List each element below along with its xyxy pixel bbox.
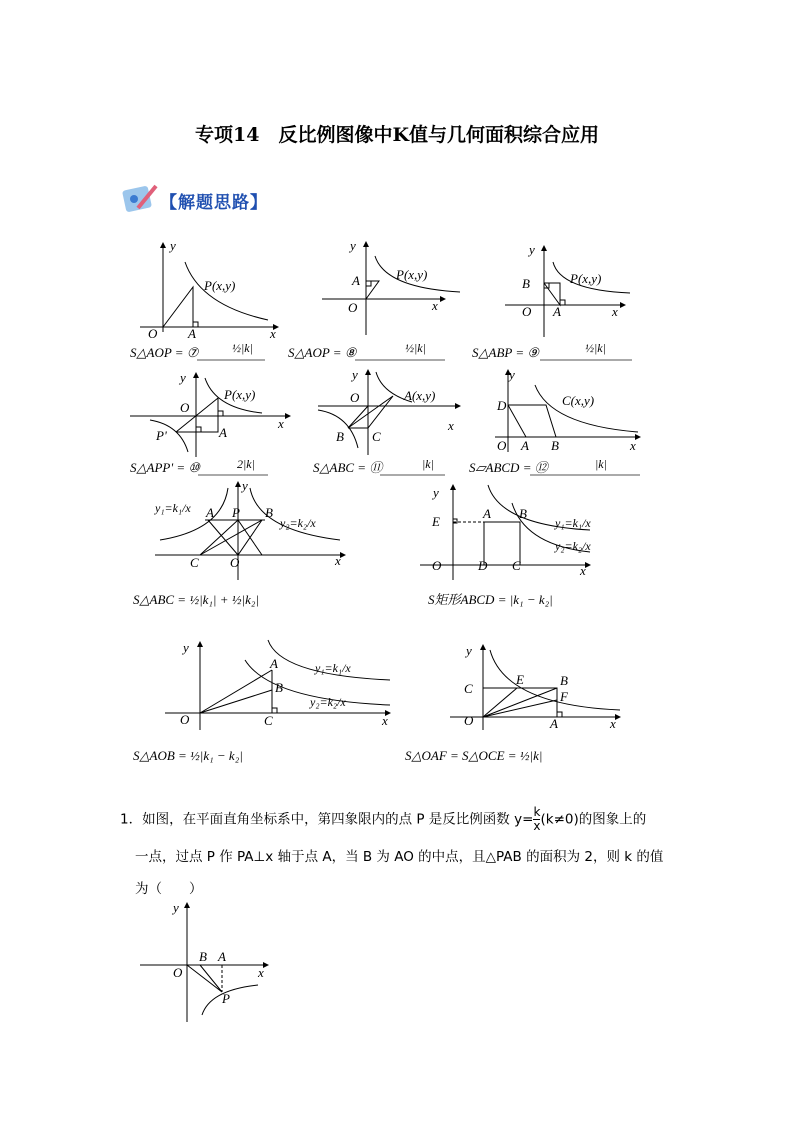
label: A [188, 326, 196, 341]
label: B [275, 680, 283, 695]
label: O [464, 713, 474, 728]
label: O [173, 965, 183, 980]
numerator: k [533, 805, 541, 819]
label: P(x,y) [396, 267, 428, 282]
label: x [278, 416, 284, 431]
label: O [348, 300, 358, 315]
label: A [219, 425, 227, 440]
label: C [464, 681, 473, 696]
label: O [432, 558, 442, 573]
label: E [432, 514, 440, 529]
label: F [560, 689, 568, 704]
label: P(x,y) [570, 271, 602, 286]
label: A [483, 506, 491, 521]
banner-label: 【解题思路】 [160, 192, 268, 213]
formula-answer: 2|k| [237, 457, 255, 471]
figure-5 [318, 367, 460, 455]
formula: S△ABC = ½|k₁| + ½|k₂| [133, 592, 259, 607]
page-title: 专项14 反比例图像中K值与几何面积综合应用 [195, 124, 599, 146]
formula-answer: |k| [595, 457, 607, 471]
figure-10 [450, 643, 620, 731]
formula: S△APP' = ⑩ [130, 460, 201, 475]
label: y [433, 485, 439, 500]
label: y [180, 370, 186, 385]
figure-3 [505, 242, 630, 337]
formula: S△AOP = ⑦ [130, 345, 199, 360]
label: y [173, 900, 179, 915]
label: C(x,y) [562, 393, 595, 408]
label: y₂=k₂/x [555, 539, 591, 553]
label: y [466, 643, 472, 658]
label: x [335, 553, 341, 568]
formula: S△AOB = ½|k₁ − k₂| [133, 748, 243, 763]
label: B [522, 276, 530, 291]
question-figure [140, 900, 268, 1022]
label: A [206, 505, 214, 520]
label: x [612, 304, 618, 319]
label: O [497, 438, 507, 453]
denominator: x [533, 819, 541, 833]
formula-answer: |k| [422, 457, 434, 471]
label: C [264, 713, 273, 728]
question-line-2: 一点，过点 P 作 PA⊥x 轴于点 A，当 B 为 AO 的中点，且△PAB 的面积为 2，则 k 的值 [135, 849, 664, 865]
label: A [521, 438, 529, 453]
formula: S△ABC = ⑪ [313, 460, 383, 475]
formula: S△OAF = S△OCE = ½|k| [405, 748, 543, 763]
label: P [222, 991, 230, 1006]
label: A(x,y) [404, 388, 436, 403]
label: B [336, 429, 344, 444]
label: x [580, 563, 586, 578]
question-text: (k≠0)的图象上的 [540, 811, 647, 828]
label: y [509, 367, 515, 382]
label: x [432, 298, 438, 313]
label: P(x,y) [224, 387, 256, 402]
formula: S△AOP = ⑧ [288, 345, 357, 360]
question-line-3: 为（ ） [135, 881, 203, 897]
label: C [190, 555, 199, 570]
figure-1 [140, 238, 278, 341]
figure-9 [165, 640, 390, 730]
figure-4 [130, 370, 290, 457]
figure-6 [495, 367, 640, 453]
label: y [350, 238, 356, 253]
label: y₂=k₂/x [310, 695, 346, 709]
label: y [170, 238, 176, 253]
formula: S△ABP = ⑨ [472, 345, 540, 360]
label: y [352, 367, 358, 382]
label: A [553, 304, 561, 319]
label: C [512, 558, 521, 573]
label: y₂=k₂/x [280, 516, 316, 530]
question-text: 1．如图，在平面直角坐标系中，第四象限内的点 P 是反比例函数 y= [120, 811, 534, 828]
label: O [522, 304, 532, 319]
formula: S▱ABCD = ⑫ [469, 460, 548, 475]
label: x [448, 418, 454, 433]
label: A [550, 716, 558, 731]
label: y₁=k₁/x [155, 501, 191, 515]
label: O [230, 555, 240, 570]
label: y [183, 640, 189, 655]
label: B [265, 505, 273, 520]
label: A [270, 656, 278, 671]
label: C [372, 429, 381, 444]
label: O [180, 400, 190, 415]
label: x [610, 716, 616, 731]
label: P [232, 505, 240, 520]
label: A [352, 273, 360, 288]
label: D [497, 398, 507, 413]
label: P' [156, 428, 167, 443]
question-line-1 [120, 806, 646, 833]
label: x [630, 438, 636, 453]
answer-underlines [197, 360, 640, 475]
label: y₁=k₁/x [555, 516, 591, 530]
label: B [199, 949, 207, 964]
label: x [382, 713, 388, 728]
label: O [180, 712, 190, 727]
figure-7 [154, 478, 345, 580]
label: B [519, 506, 527, 521]
formula-answer: ½|k| [232, 341, 253, 355]
formula-answer: ½|k| [585, 341, 606, 355]
label: O [148, 326, 158, 341]
label: D [478, 558, 488, 573]
figure-2 [322, 238, 460, 335]
label: x [258, 965, 264, 980]
label: O [350, 390, 360, 405]
label: x [270, 326, 276, 341]
formula-answer: ½|k| [405, 341, 426, 355]
label: y [242, 478, 248, 493]
fraction [533, 806, 540, 833]
label: B [560, 673, 568, 688]
figure-8 [420, 485, 591, 580]
label: A [218, 949, 226, 964]
label: P(x,y) [204, 278, 236, 293]
label: y [529, 242, 535, 257]
label: E [516, 672, 524, 687]
formula: S矩形ABCD = |k₁ − k₂| [428, 592, 553, 607]
label: B [551, 438, 559, 453]
label: y₁=k₁/x [315, 661, 351, 675]
